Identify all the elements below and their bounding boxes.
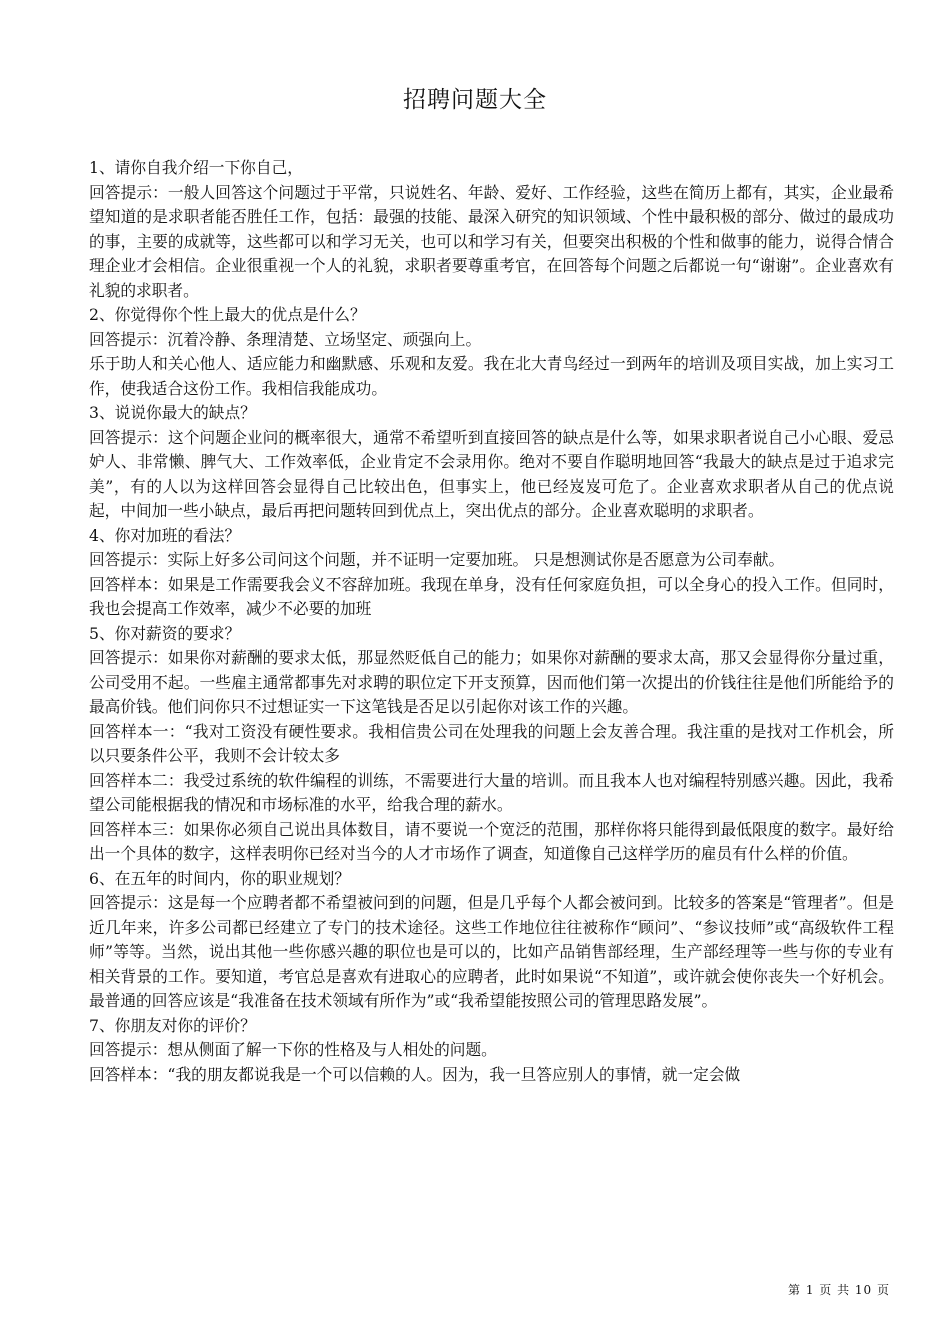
document-body — [89, 156, 894, 1087]
question-heading: 2、你觉得你个性上最大的优点是什么？ — [89, 305, 366, 324]
answer-paragraph: 回答提示：如果你对薪酬的要求太低，那显然贬低自己的能力；如果你对薪酬的要求太高，那又会显得你分量过重，公司受用不起。一些雇主通常都事先对求聘的职位定下开支预算，因而他们第一次提出的价钱往往是他们所能给予的最高价钱。他们问你只不过想证实一下这笔钱是否足以引起你对该工作的兴趣。 — [89, 648, 894, 716]
question-heading: 1、请你自我介绍一下你自己， — [89, 158, 303, 177]
question-heading: 3、说说你最大的缺点？ — [89, 403, 256, 422]
answer-paragraph: 回答样本：如果是工作需要我会义不容辞加班。我现在单身，没有任何家庭负担，可以全身心的投入工作。但同时，我也会提高工作效率，减少不必要的加班 — [89, 574, 894, 618]
answer-paragraph: 回答提示：实际上好多公司问这个问题，并不证明一定要加班。 只是想测试你是否愿意为公司奉献。 — [89, 550, 785, 569]
question-heading: 4、你对加班的看法？ — [89, 525, 241, 545]
answer-paragraph: 回答样本二：我受过系统的软件编程的训练，不需要进行大量的培训。而且我本人也对编程特别感兴趣。因此，我希望公司能根据我的情况和市场标准的水平，给我合理的薪水。 — [89, 770, 894, 814]
answer-paragraph: 回答样本三：如果你必须自己说出具体数目，请不要说一个宽泛的范围，那样你将只能得到最低限度的数字。最好给出一个具体的数字，这样表明你已经对当今的人才市场作了调查，知道像自己这样学历的雇员有什么样的价值。 — [89, 819, 894, 863]
question-heading: 5、你对薪资的要求？ — [89, 623, 241, 643]
answer-paragraph: 回答提示：这是每一个应聘者都不希望被问到的问题，但是几乎每个人都会被问到。比较多的答案是“管理者”。但是近几年来，许多公司都已经建立了专门的技术途径。这些工作地位往往被称作“顾问”、“参议技师”或“高级软件工程师”等等。当然，说出其他一些你感兴趣的职位也是可以的，比如产品销售部经理，生产部经理等一些与你的专业有相关背景的工作。要知道，考官总是喜欢有进取心的应聘者，此时如果说“不知道”，或许就会使你丧失一个好机会。最普通的回答应该是“我准备在技术领域有所作为”或“我希望能按照公司的管理思路发展”。 — [89, 893, 894, 1010]
answer-paragraph: 回答提示：一般人回答这个问题过于平常，只说姓名、年龄、爱好、工作经验，这些在简历上都有，其实，企业最希望知道的是求职者能否胜任工作，包括：最强的技能、最深入研究的知识领域、个性中最积极的部分、做过的最成功的事，主要的成就等，这些都可以和学习无关，也可以和学习有关，但要突出积极的个性和做事的能力，说得合情合理企业才会相信。企业很重视一个人的礼貌，求职者要尊重考官，在回答每个问题之后都说一句“谢谢”。企业喜欢有礼貌的求职者。 — [89, 182, 894, 300]
answer-paragraph: 回答样本一：“我对工资没有硬性要求。我相信贵公司在处理我的问题上会友善合理。我注重的是找对工作机会，所以只要条件公平，我则不会计较太多 — [89, 721, 894, 765]
answer-paragraph: 回答样本：“我的朋友都说我是一个可以信赖的人。因为，我一旦答应别人的事情，就一定会做 — [89, 1064, 741, 1084]
page-title: 招聘问题大全 — [403, 87, 547, 113]
answer-paragraph: 回答提示：这个问题企业问的概率很大，通常不希望听到直接回答的缺点是什么等，如果求职者说自己小心眼、爱忌妒人、非常懒、脾气大、工作效率低，企业肯定不会录用你。绝对不要自作聪明地回答“我最大的缺点是过于追求完美”，有的人以为这样回答会显得自己比较出色，但事实上，他已经岌岌可危了。企业喜欢求职者从自己的优点说起，中间加一些小缺点，最后再把问题转回到优点上，突出优点的部分。企业喜欢聪明的求职者。 — [89, 427, 894, 520]
question-heading: 7、你朋友对你的评价？ — [89, 1015, 256, 1035]
answer-paragraph: 回答提示：想从侧面了解一下你的性格及与人相处的问题。 — [89, 1040, 497, 1059]
question-heading: 6、在五年的时间内，你的职业规划？ — [89, 868, 350, 888]
page-number-footer: 第 1 页 共 10 页 — [788, 1283, 890, 1297]
answer-paragraph: 乐于助人和关心他人、适应能力和幽默感、乐观和友爱。我在北大青鸟经过一到两年的培训及项目实战，加上实习工作，使我适合这份工作。我相信我能成功。 — [89, 354, 894, 398]
answer-paragraph: 回答提示：沉着冷静、条理清楚、立场坚定、顽强向上。 — [89, 329, 482, 349]
